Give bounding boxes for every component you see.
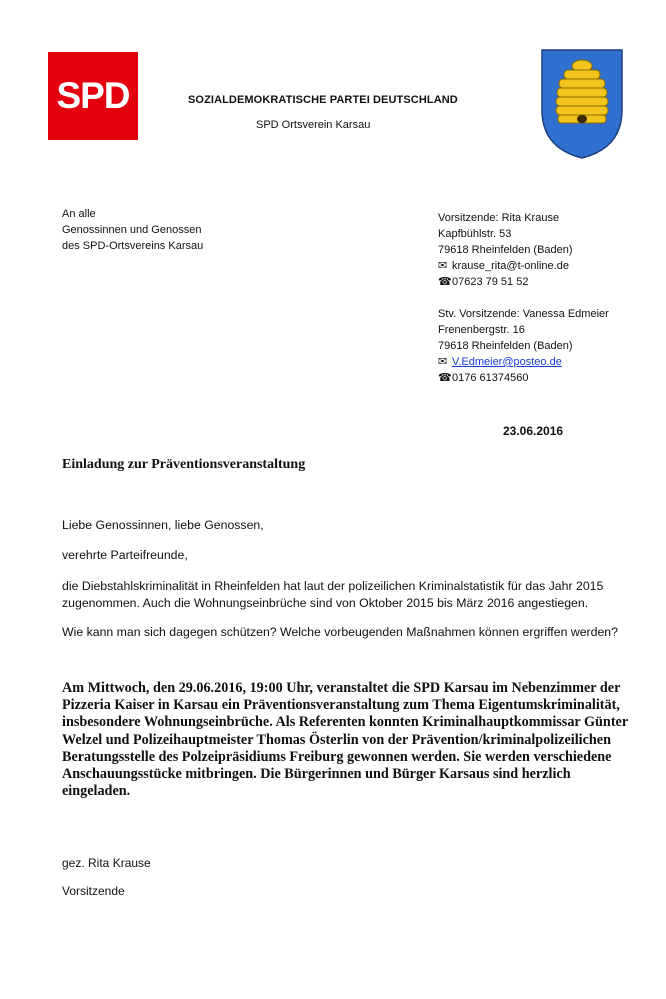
- signature-name: gez. Rita Krause: [62, 856, 151, 870]
- spd-logo-text: SPD: [56, 75, 130, 116]
- signature-title: Vorsitzende: [62, 884, 125, 898]
- paragraph-1: die Diebstahlskriminalität in Rheinfelden hat laut der polizeilichen Kriminalstatistik für das Jahr 2015 zugenommen. Auch die Wohnungseinbrüche sind von Oktober 2015 bis März 2016 angestiegen.: [62, 579, 604, 610]
- chair-email-row: [438, 258, 609, 274]
- paragraph-2: Wie kann man sich dagegen schützen? Welche vorbeugenden Maßnahmen können ergriffen werden?: [62, 625, 618, 639]
- chair-email[interactable]: krause_rita@t-online.de: [452, 260, 569, 272]
- envelope-icon: ✉: [438, 356, 448, 368]
- chair-phone-row: [438, 274, 609, 290]
- letter-date: 23.06.2016: [503, 424, 564, 438]
- vice-chair-email-row: [438, 354, 609, 370]
- chair-phone: 07623 79 51 52: [452, 276, 529, 288]
- vice-chair-city: 79618 Rheinfelden (Baden): [438, 340, 573, 352]
- vice-chair-phone: 0176 61374560: [452, 372, 529, 384]
- phone-icon: ☎: [438, 372, 452, 384]
- letter-subject: Einladung zur Präventionsveranstaltung: [62, 457, 306, 472]
- ortsverein-name: SPD Ortsverein Karsau: [256, 119, 371, 131]
- chair-city: 79618 Rheinfelden (Baden): [438, 244, 573, 256]
- karsau-crest-icon: [540, 48, 624, 160]
- party-name: SOZIALDEMOKRATISCHE PARTEI DEUTSCHLAND: [188, 94, 458, 106]
- recipient-line: des SPD-Ortsvereins Karsau: [62, 240, 204, 252]
- envelope-icon: ✉: [438, 260, 448, 272]
- chair-role: Vorsitzende: Rita Krause: [438, 212, 560, 224]
- contact-block: [438, 210, 609, 386]
- vice-chair-role: Stv. Vorsitzende: Vanessa Edmeier: [438, 308, 609, 320]
- event-paragraph: Am Mittwoch, den 29.06.2016, 19:00 Uhr, veranstaltet die SPD Karsau im Nebenzimmer der Pizzeria Kaiser in Karsau ein Präventionsveranstaltung zum Thema Eigentumskriminalität, insbesondere Wohnungseinbrüche. Als Referenten konnten Kriminalhauptkommissar Günter Welzel und Polizeihauptmeister Thomas Österlin von der Prävention/kriminalpolizeilichen Beratungsstelle des Polzeipräsidiums Freiburg gewonnen werden. Sie werden verschiedene Anschauungsstücke mitbringen. Die Bürgerinnen und Bürger Karsaus sind herzlich eingeladen.: [62, 680, 628, 800]
- recipient-block: [62, 206, 203, 254]
- recipient-line: An alle: [62, 208, 96, 220]
- vice-chair-street: Frenenbergstr. 16: [438, 324, 525, 336]
- salutation-2: verehrte Parteifreunde,: [62, 548, 188, 562]
- salutation-1: Liebe Genossinnen, liebe Genossen,: [62, 518, 264, 532]
- spd-logo: [48, 52, 138, 140]
- vice-chair-email-link[interactable]: V.Edmeier@posteo.de: [452, 356, 562, 368]
- recipient-line: Genossinnen und Genossen: [62, 224, 202, 236]
- chair-street: Kapfbühlstr. 53: [438, 228, 512, 240]
- vice-chair-phone-row: [438, 370, 609, 386]
- phone-icon: ☎: [438, 276, 452, 288]
